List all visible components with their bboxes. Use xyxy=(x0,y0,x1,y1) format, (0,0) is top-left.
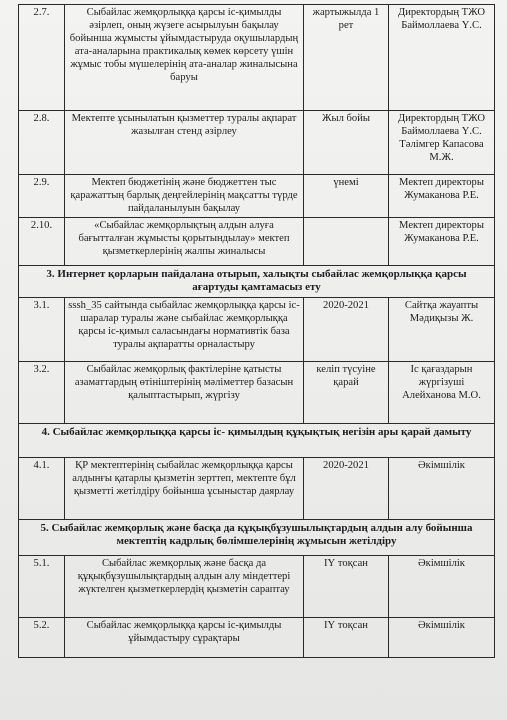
table-row xyxy=(19,458,495,520)
row-responsible: Сайтқа жауапты Мәдиқызы Ж. xyxy=(389,298,495,362)
row-term: үнемі xyxy=(304,175,389,218)
row-description: sssh_35 сайтында сыбайлас жемқорлыққа қарсы іс-шаралар туралы және сыбайлас жемқорлыққа қарсы іс-қимыл саласындағы нормативтік база туралы ақпаратты орналастыру xyxy=(65,298,304,362)
row-number: 3.2. xyxy=(19,362,65,424)
row-description: Сыбайлас жемқорлық және басқа да құқықбұзушылықтардың алдын алу міндеттері жүктелген қызметкерлердің қызметін сараптау xyxy=(65,556,304,618)
section-title: 5. Сыбайлас жемқорлық және басқа да құқықбұзушылықтардың алдын алу бойынша мектептің кадрлық бөлімшелерінің жұмысын жетілдіру xyxy=(19,520,495,556)
row-description: «Сыбайлас жемқорлықтың алдын алуға бағытталған жұмысты қорытындылау» мектеп қызметкерлерінің жалпы жиналысы xyxy=(65,218,304,266)
row-responsible: Іс қағаздарын жүргізуші Алейханова М.О. xyxy=(389,362,495,424)
row-number: 2.10. xyxy=(19,218,65,266)
table-row xyxy=(19,362,495,424)
row-term: жартыжылда 1 рет xyxy=(304,5,389,111)
action-plan-table xyxy=(18,4,495,658)
row-number: 3.1. xyxy=(19,298,65,362)
row-responsible: Мектеп директоры Жумаканова Р.Е. xyxy=(389,218,495,266)
row-description: Сыбайлас жемқорлыққа қарсы іс-қимылды ұйымдастыру сұрақтары xyxy=(65,618,304,658)
section-header-row xyxy=(19,520,495,556)
row-number: 2.9. xyxy=(19,175,65,218)
row-term: ІҮ тоқсан xyxy=(304,618,389,658)
row-responsible: Әкімшілік xyxy=(389,458,495,520)
row-number: 2.7. xyxy=(19,5,65,111)
row-responsible: Мектеп директоры Жумаканова Р.Е. xyxy=(389,175,495,218)
section-title: 4. Сыбайлас жемқорлыққа қарсы іс- қимылдың құқықтық негізін ары қарай дамыту xyxy=(19,424,495,458)
table-row xyxy=(19,111,495,175)
row-number: 5.1. xyxy=(19,556,65,618)
row-description: Сыбайлас жемқорлық фактілеріне қатысты азаматтардың өтініштерінің мәліметтер базасын қалыптастырып, жүргізу xyxy=(65,362,304,424)
row-term: 2020-2021 xyxy=(304,298,389,362)
row-term: 2020-2021 xyxy=(304,458,389,520)
section-header-row xyxy=(19,266,495,298)
row-term: Жыл бойы xyxy=(304,111,389,175)
row-responsible: Директордың ТЖО Баймоллаева Ү.С. xyxy=(389,5,495,111)
table-row xyxy=(19,218,495,266)
section-title: 3. Интернет қорларын пайдалана отырып, халықты сыбайлас жемқорлыққа қарсы ағартуды қамтамасыз ету xyxy=(19,266,495,298)
row-description: Мектепте ұсынылатын қызметтер туралы ақпарат жазылған стенд әзірлеу xyxy=(65,111,304,175)
row-responsible: Әкімшілік xyxy=(389,618,495,658)
table-row xyxy=(19,298,495,362)
row-number: 4.1. xyxy=(19,458,65,520)
table-row xyxy=(19,556,495,618)
row-number: 5.2. xyxy=(19,618,65,658)
row-term xyxy=(304,218,389,266)
row-term: ІҮ тоқсан xyxy=(304,556,389,618)
row-responsible: Әкімшілік xyxy=(389,556,495,618)
row-description: ҚР мектептерінің сыбайлас жемқорлыққа қарсы алдынғы қатарлы қызметін зерттеп, мектепте бұл қызметті жетілдіру бойынша ұсыныстар даярлау xyxy=(65,458,304,520)
table-row xyxy=(19,618,495,658)
row-number: 2.8. xyxy=(19,111,65,175)
row-description: Сыбайлас жемқорлыққа қарсы іс-қимылды әзірлеп, оның жүзеге асырылуын бақылау бойынша жұмысты ұйымдастыруда оқушылардың ата-аналарына практикалық көмек көрсету үшін жұмыс тобы мүшелерінің ата-аналар жиналысына баруы xyxy=(65,5,304,111)
row-description: Мектеп бюджетінің және бюджеттен тыс қаражаттың барлық деңгейлерінің мақсатты түрде пайдаланылуын бақылау xyxy=(65,175,304,218)
table-body xyxy=(19,5,495,658)
section-header-row xyxy=(19,424,495,458)
table-row xyxy=(19,175,495,218)
row-term: келіп түсуіне қарай xyxy=(304,362,389,424)
row-responsible: Директордың ТЖО Баймоллаева Ү.С. Тәлімгер Капасова М.Ж. xyxy=(389,111,495,175)
table-row xyxy=(19,5,495,111)
